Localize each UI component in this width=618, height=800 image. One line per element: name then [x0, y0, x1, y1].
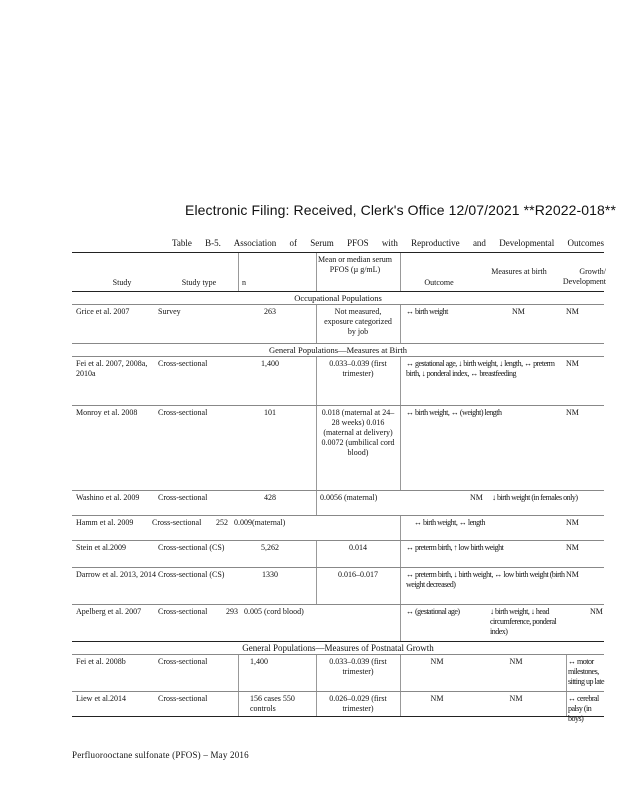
cell-outcome: ↔ birth weight	[406, 307, 448, 316]
cell-n: 428	[264, 493, 276, 502]
cell-growth: NM	[566, 543, 579, 552]
cell-type: Cross-sectional	[158, 359, 208, 368]
cell-study: Monroy et al. 2008	[76, 408, 138, 417]
table-row	[72, 356, 604, 405]
page-footer: Perfluorooctane sulfonate (PFOS) – May 2016	[72, 750, 249, 760]
col-header-n: n	[242, 278, 246, 287]
cell-outcome: ↔ birth weight, ↔ length	[414, 518, 485, 527]
cell-type: Cross-sectional (CS)	[158, 570, 225, 579]
cell-mean: 0.018 (maternal at 24–28 weeks) 0.016 (maternal at delivery) 0.0072 (umbilical cord blood)	[321, 408, 395, 457]
cell-type: Cross-sectional	[158, 408, 208, 417]
cell-type: Cross-sectional	[158, 694, 208, 703]
table-row	[72, 654, 604, 691]
cell-birth: NM	[509, 657, 523, 666]
cell-type: Cross-sectional	[158, 657, 208, 666]
cell-mean: 0.033–0.039 (first trimester)	[329, 359, 387, 378]
table-header	[72, 252, 604, 292]
cell-outcome: NM	[430, 694, 444, 703]
section-label: General Populations—Measures at Birth	[72, 343, 604, 356]
cell-outcome: NM	[430, 657, 444, 666]
cell-growth: NM	[566, 359, 579, 368]
cell-mean: Not measured, exposure categorized by job	[324, 307, 392, 336]
cell-n: 252	[216, 518, 228, 527]
cell-growth: ↓ birth weight (in females only)	[492, 493, 578, 502]
cell-type: Cross-sectional	[158, 607, 208, 616]
table-row	[72, 691, 604, 723]
filing-notice: Electronic Filing: Received, Clerk's Office 12/07/2021 **R2022-018**	[185, 202, 616, 218]
cell-type: Cross-sectional	[158, 493, 208, 502]
cell-growth: NM	[566, 518, 579, 527]
col-header-growth: Growth/ Development	[562, 267, 606, 286]
cell-study: Apelberg et al. 2007	[76, 607, 142, 616]
table-row	[72, 567, 604, 604]
cell-growth: NM	[590, 607, 603, 616]
cell-outcome: ↔ (gestational age)	[406, 607, 460, 616]
table-row	[72, 304, 604, 343]
table-row	[72, 490, 604, 515]
cell-growth: ↔ motor milestones, sitting up late	[568, 657, 605, 686]
table-row	[72, 405, 604, 490]
cell-study: Washino et al. 2009	[76, 493, 140, 502]
table-title-text: Table B-5. Association of Serum PFOS with Reproductive and Developmental Outcomes	[172, 238, 604, 248]
cell-n: 263	[264, 307, 276, 316]
section-label: General Populations—Measures of Postnatal Growth	[242, 643, 434, 653]
cell-type: Cross-sectional	[152, 518, 202, 527]
cell-growth: ↔ cerebral palsy (in boys)	[568, 694, 599, 723]
table-row	[72, 604, 604, 642]
cell-n: 101	[264, 408, 276, 417]
cell-study: Hamm et al. 2009	[76, 518, 134, 527]
cell-growth: NM	[566, 570, 579, 579]
cell-n: 156 cases 550 controls	[250, 694, 295, 713]
cell-n: 1,400	[261, 359, 279, 368]
cell-mean: 0.009(maternal)	[234, 518, 286, 527]
cell-study: Grice et al. 2007	[76, 307, 130, 316]
cell-birth: NM	[470, 493, 483, 502]
cell-study: Fei et al. 2008b	[76, 657, 126, 666]
section-label: Occupational Populations	[294, 293, 382, 303]
cell-mean: 0.005 (cord blood)	[244, 607, 304, 616]
cell-growth: NM	[566, 307, 579, 316]
data-table	[72, 252, 606, 723]
cell-birth: NM	[509, 694, 523, 703]
table-title	[172, 238, 604, 248]
table-row	[72, 515, 604, 540]
cell-type: Survey	[158, 307, 181, 316]
cell-mean: 0.014	[349, 543, 367, 552]
table-row	[72, 540, 604, 567]
cell-birth: NM	[512, 307, 525, 316]
cell-n: 293	[226, 607, 238, 616]
col-header-outcome: Outcome	[424, 278, 454, 287]
cell-growth: NM	[566, 408, 579, 417]
cell-outcome: ↔ preterm birth, ↓ birth weight, ↔ low birth weight (birth weight decreased)	[406, 570, 565, 589]
col-header-study-type: Study type	[181, 278, 217, 287]
cell-birth: ↓ birth weight, ↓ head circumference, ponderal index)	[490, 607, 557, 636]
cell-outcome: ↔ gestational age, ↓ birth weight, ↓ length, ↔ preterm birth, ↓ ponderal index, ↔ breastfeeding	[406, 359, 555, 378]
cell-mean: 0.0056 (maternal)	[320, 493, 378, 502]
cell-study: Liew et al.2014	[76, 694, 126, 703]
col-header-study: Study	[112, 278, 132, 287]
cell-outcome: ↔ birth weight, ↔ (weight) length	[406, 408, 502, 417]
cell-mean: 0.016–0.017	[338, 570, 378, 579]
cell-study: Darrow et al. 2013, 2014	[76, 570, 156, 579]
col-header-measures-at-birth: Measures at birth	[491, 267, 547, 276]
cell-outcome: ↔ preterm birth, ↑ low birth weight	[406, 543, 504, 552]
col-header-mean: Mean or median serum PFOS (µ g/mL)	[318, 255, 392, 274]
cell-n: 5,262	[261, 543, 279, 552]
cell-n: 1330	[262, 570, 278, 579]
cell-mean: 0.033–0.039 (first trimester)	[329, 657, 387, 676]
cell-type: Cross-sectional (CS)	[158, 543, 225, 552]
cell-study: Fei et al. 2007, 2008a, 2010a	[76, 359, 148, 378]
cell-mean: 0.026–0.029 (first trimester)	[329, 694, 387, 713]
cell-study: Stein et al.2009	[76, 543, 126, 552]
cell-n: 1,400	[250, 657, 268, 666]
